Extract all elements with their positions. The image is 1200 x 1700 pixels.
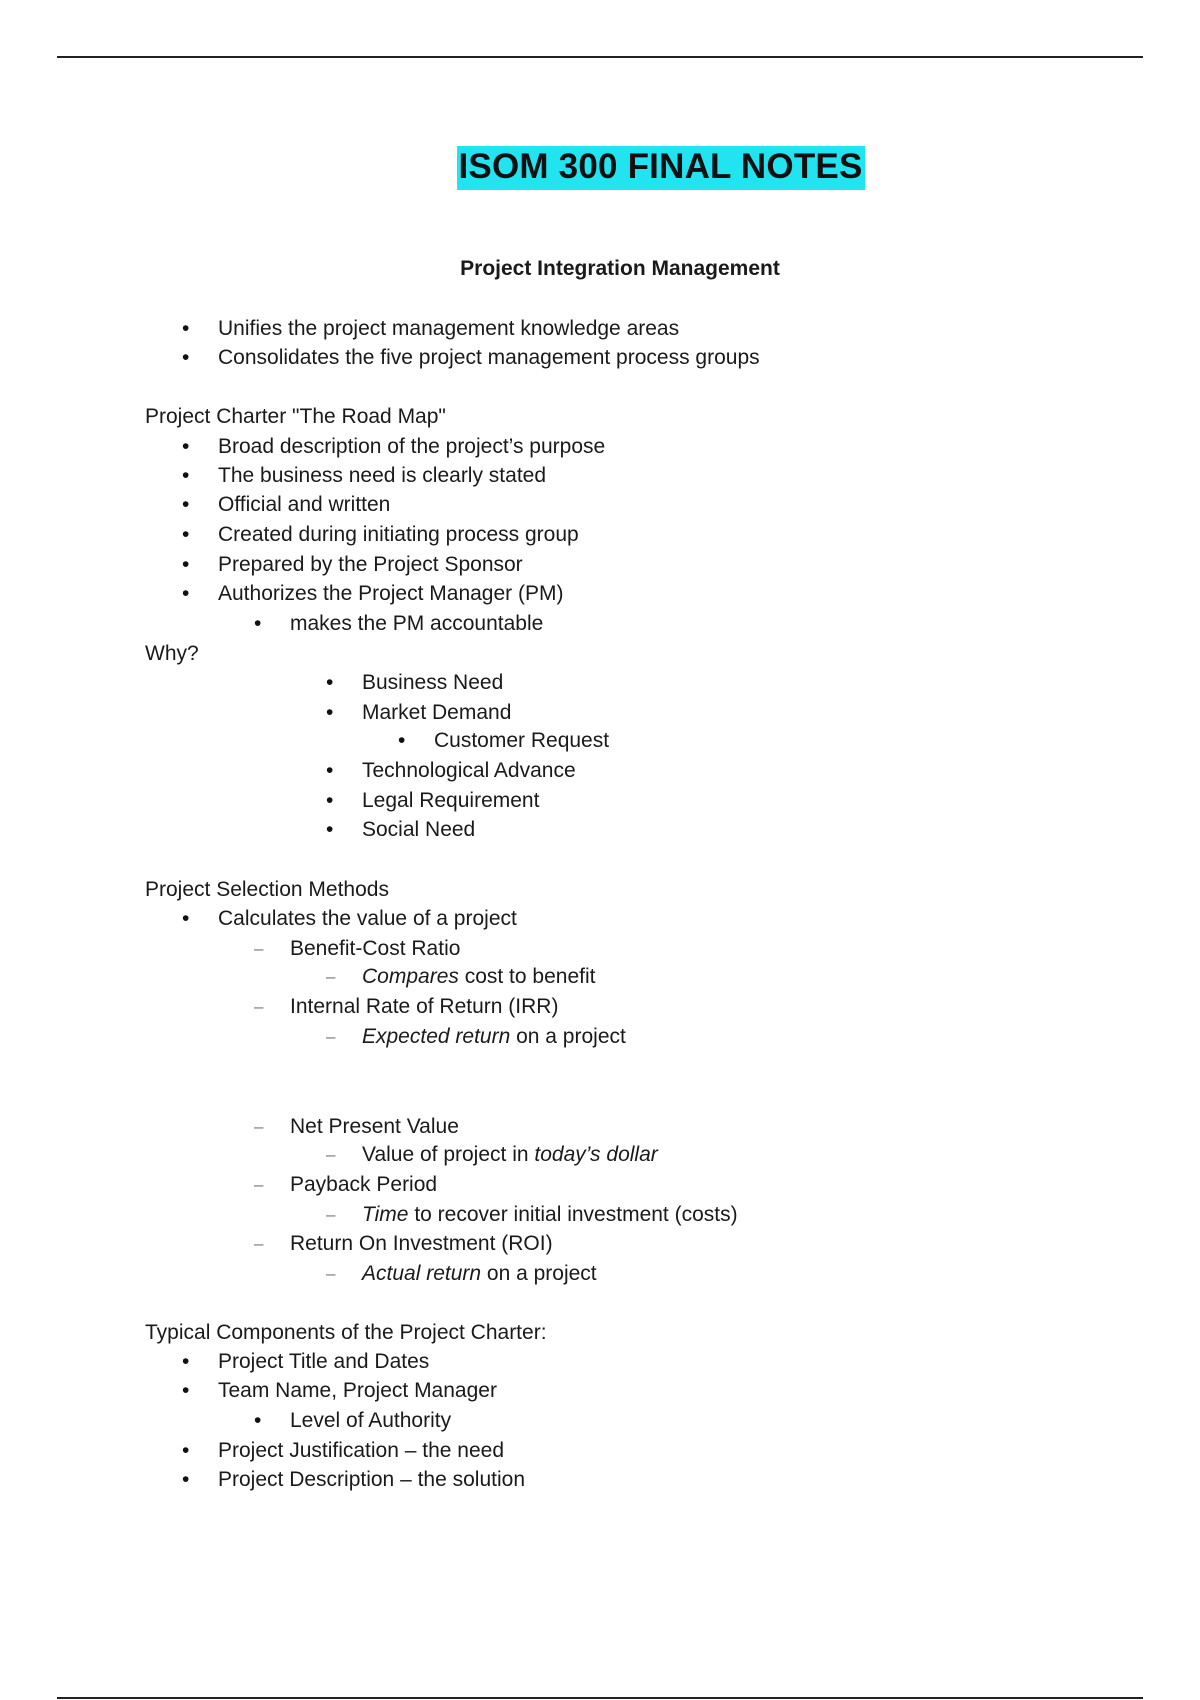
- bullet-icon: •: [182, 523, 190, 546]
- bullet-icon: •: [182, 435, 190, 458]
- list-item: Unifies the project management knowledge areas: [218, 317, 680, 340]
- list-item: The business need is clearly stated: [218, 464, 547, 487]
- method-description: Actual return on a project: [362, 1262, 597, 1285]
- method-description: Value of project in today’s dollar: [362, 1143, 658, 1166]
- bullet-icon: •: [254, 1409, 262, 1432]
- method-name: Return On Investment (ROI): [290, 1232, 553, 1255]
- list-item: makes the PM accountable: [290, 612, 544, 635]
- list-item: Market Demand: [362, 701, 512, 724]
- bullet-icon: •: [254, 612, 262, 635]
- bullet-icon: •: [182, 1379, 190, 1402]
- bullet-icon: •: [182, 553, 190, 576]
- components-heading: Typical Components of the Project Charter:: [145, 1321, 547, 1344]
- bullet-icon: •: [182, 1439, 190, 1462]
- why-label: Why?: [145, 642, 199, 665]
- list-item: Official and written: [218, 493, 391, 516]
- dash-icon: –: [254, 939, 264, 958]
- dash-icon: –: [326, 1145, 336, 1164]
- method-name: Benefit-Cost Ratio: [290, 937, 461, 960]
- dash-icon: –: [254, 997, 264, 1016]
- bullet-icon: •: [182, 582, 190, 605]
- bullet-icon: •: [326, 789, 334, 812]
- list-item: Legal Requirement: [362, 789, 540, 812]
- section-heading: Project Integration Management: [460, 257, 780, 280]
- method-name: Net Present Value: [290, 1115, 459, 1138]
- list-item: Customer Request: [434, 729, 610, 752]
- list-item: Consolidates the five project management process groups: [218, 346, 760, 369]
- list-item: Project Description – the solution: [218, 1468, 525, 1491]
- list-item: Prepared by the Project Sponsor: [218, 553, 523, 576]
- method-description: Compares cost to benefit: [362, 965, 596, 988]
- method-description: Expected return on a project: [362, 1025, 626, 1048]
- method-description: Time to recover initial investment (costs): [362, 1203, 738, 1226]
- document-title: ISOM 300 FINAL NOTES: [457, 146, 865, 190]
- bullet-icon: •: [182, 1468, 190, 1491]
- bullet-icon: •: [326, 701, 334, 724]
- list-item: Social Need: [362, 818, 476, 841]
- list-item: Level of Authority: [290, 1409, 452, 1432]
- bullet-icon: •: [182, 907, 190, 930]
- dash-icon: –: [326, 1027, 336, 1046]
- list-item: Project Title and Dates: [218, 1350, 430, 1373]
- method-name: Internal Rate of Return (IRR): [290, 995, 559, 1018]
- bullet-icon: •: [182, 346, 190, 369]
- list-item: Broad description of the project’s purpose: [218, 435, 606, 458]
- list-item: Calculates the value of a project: [218, 907, 517, 930]
- bullet-icon: •: [182, 493, 190, 516]
- top-rule: [57, 56, 1143, 58]
- list-item: Technological Advance: [362, 759, 576, 782]
- bullet-icon: •: [326, 671, 334, 694]
- selection-heading: Project Selection Methods: [145, 878, 389, 901]
- dash-icon: –: [326, 967, 336, 986]
- title-wrap: [0, 146, 1200, 190]
- list-item: Business Need: [362, 671, 504, 694]
- dash-icon: –: [254, 1234, 264, 1253]
- bullet-icon: •: [326, 818, 334, 841]
- bullet-icon: •: [326, 759, 334, 782]
- list-item: Project Justification – the need: [218, 1439, 505, 1462]
- dash-icon: –: [326, 1264, 336, 1283]
- dash-icon: –: [326, 1205, 336, 1224]
- dash-icon: –: [254, 1175, 264, 1194]
- bullet-icon: •: [398, 729, 406, 752]
- list-item: Authorizes the Project Manager (PM): [218, 582, 564, 605]
- bottom-rule: [57, 1697, 1143, 1699]
- method-name: Payback Period: [290, 1173, 438, 1196]
- charter-heading: Project Charter "The Road Map": [145, 405, 446, 428]
- list-item: Created during initiating process group: [218, 523, 579, 546]
- dash-icon: –: [254, 1117, 264, 1136]
- list-item: Team Name, Project Manager: [218, 1379, 497, 1402]
- bullet-icon: •: [182, 1350, 190, 1373]
- bullet-icon: •: [182, 464, 190, 487]
- bullet-icon: •: [182, 317, 190, 340]
